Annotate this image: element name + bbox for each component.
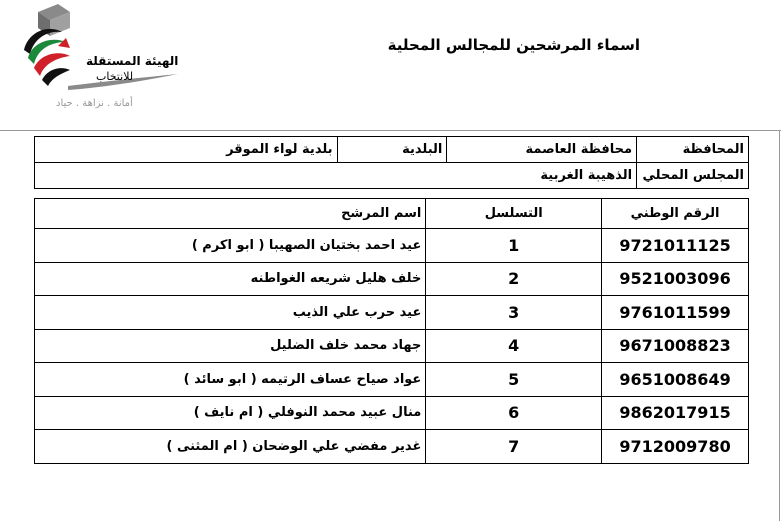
table-header-row bbox=[35, 199, 749, 229]
sequence-cell: 2 bbox=[426, 262, 602, 296]
info-table bbox=[34, 136, 749, 189]
sequence-cell: 4 bbox=[426, 329, 602, 363]
table-row bbox=[35, 229, 749, 263]
council-label: المجلس المحلي bbox=[637, 163, 749, 189]
commission-logo bbox=[18, 2, 188, 110]
sequence-cell: 7 bbox=[426, 430, 602, 464]
candidate-name-cell: عيد احمد بختيان الصهيبا ( ابو اكرم ) bbox=[35, 229, 426, 263]
candidates-table bbox=[34, 198, 749, 464]
sequence-cell: 3 bbox=[426, 296, 602, 330]
logo-title: الهيئة المستقلة bbox=[86, 54, 179, 68]
national-id-cell: 9521003096 bbox=[602, 262, 749, 296]
council-value: الذهيبة الغربية bbox=[35, 163, 637, 189]
header-national-id: الرقم الوطني bbox=[602, 199, 749, 229]
national-id-cell: 9862017915 bbox=[602, 396, 749, 430]
table-row bbox=[35, 262, 749, 296]
header-divider bbox=[0, 130, 781, 131]
sequence-cell: 5 bbox=[426, 363, 602, 397]
page-title: اسماء المرشحين للمجالس المحلية bbox=[387, 36, 640, 54]
header-sequence: التسلسل bbox=[426, 199, 602, 229]
national-id-cell: 9671008823 bbox=[602, 329, 749, 363]
header-name: اسم المرشح bbox=[35, 199, 426, 229]
candidate-name-cell: عواد صياح عساف الرتيمه ( ابو سائد ) bbox=[35, 363, 426, 397]
national-id-cell: 9651008649 bbox=[602, 363, 749, 397]
municipality-label: البلدية bbox=[337, 137, 447, 163]
municipality-value: بلدية لواء الموقر bbox=[35, 137, 338, 163]
info-row-governorate bbox=[35, 137, 749, 163]
candidate-name-cell: عيد حرب علي الذيب bbox=[35, 296, 426, 330]
info-row-council bbox=[35, 163, 749, 189]
candidate-name-cell: غدير مفضي علي الوضحان ( ام المثنى ) bbox=[35, 430, 426, 464]
logo-motto: أمانة . نزاهة . حياد bbox=[56, 98, 133, 109]
table-row bbox=[35, 329, 749, 363]
national-id-cell: 9761011599 bbox=[602, 296, 749, 330]
sequence-cell: 6 bbox=[426, 396, 602, 430]
national-id-cell: 9712009780 bbox=[602, 430, 749, 464]
governorate-label: المحافظة bbox=[637, 137, 749, 163]
candidate-name-cell: خلف هليل شريعه الغواطنه bbox=[35, 262, 426, 296]
national-id-cell: 9721011125 bbox=[602, 229, 749, 263]
sequence-cell: 1 bbox=[426, 229, 602, 263]
candidate-name-cell: منال عبيد محمد النوفلي ( ام نايف ) bbox=[35, 396, 426, 430]
logo-subtitle: للانتخاب bbox=[96, 70, 134, 83]
table-row bbox=[35, 296, 749, 330]
table-row bbox=[35, 363, 749, 397]
table-row bbox=[35, 430, 749, 464]
candidate-name-cell: جهاد محمد خلف الضليل bbox=[35, 329, 426, 363]
governorate-value: محافظة العاصمة bbox=[447, 137, 637, 163]
page-right-border bbox=[779, 130, 780, 521]
table-row bbox=[35, 396, 749, 430]
